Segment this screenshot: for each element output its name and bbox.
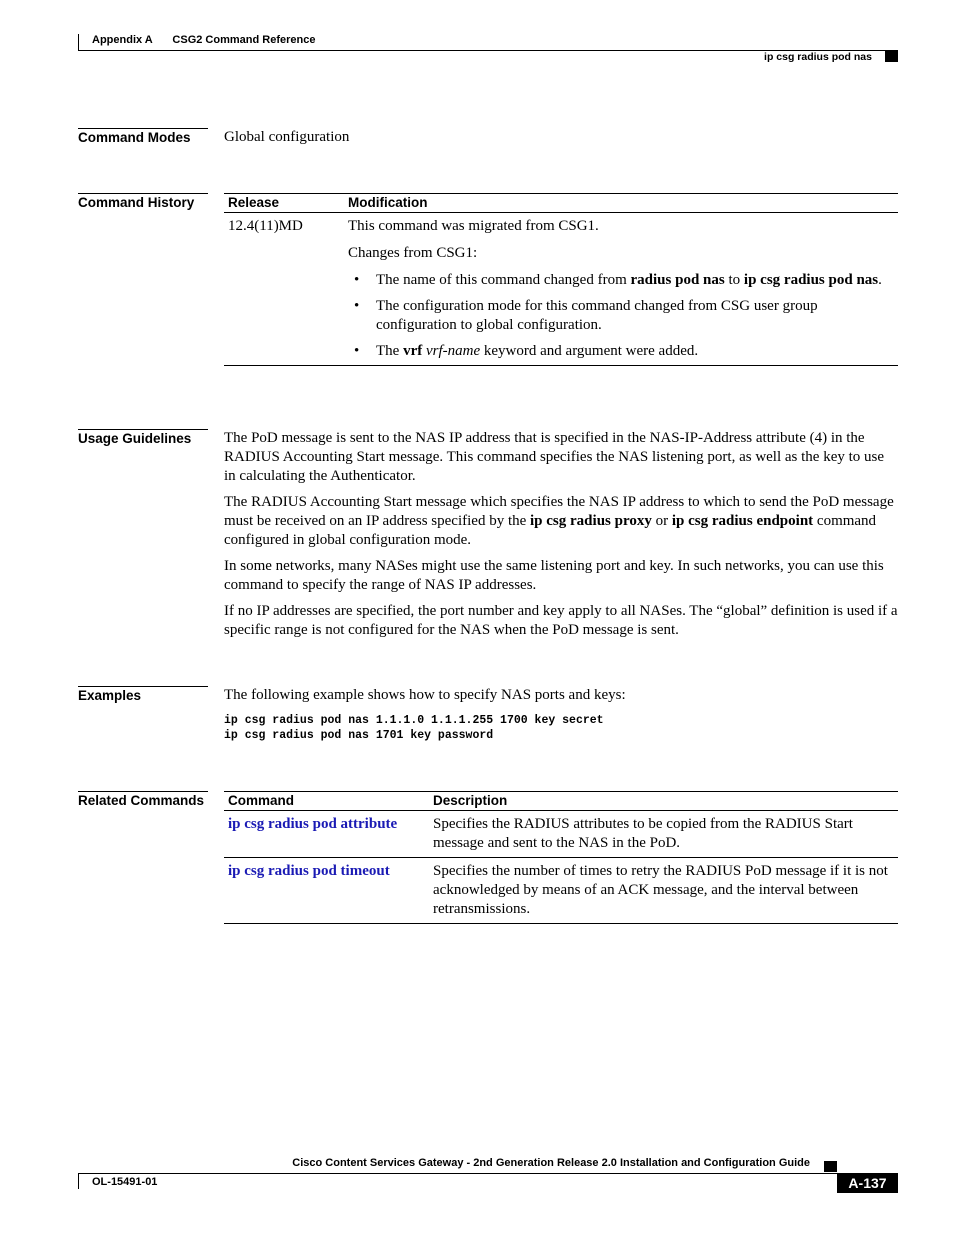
col-release-header: Release [224,194,344,213]
change-1-end: . [878,272,882,288]
usage-paragraph-4: If no IP addresses are specified, the port number and key apply to all NASes. The “global” definition is used if a specific range is not configured for the NAS when the PoD message is sent. [224,603,898,638]
col-modification-header: Modification [344,194,898,213]
bullet-icon: • [354,298,360,314]
usage-guidelines-body [224,429,898,647]
pod-timeout-link[interactable]: ip csg radius pod timeout [228,863,390,879]
examples-heading: Examples [78,686,208,703]
header-left-bar [78,34,79,50]
changes-list [348,271,894,361]
header-chapter: CSG2 Command Reference [172,34,316,46]
header-breadcrumb [92,34,315,46]
examples-body [224,686,898,743]
footer-marker [824,1161,837,1172]
table-row [224,858,898,924]
usage-guidelines-heading: Usage Guidelines [78,429,208,446]
change-1-connector: to [724,272,744,288]
changes-intro: Changes from CSG1: [348,245,478,261]
list-item [348,297,894,335]
command-history-table [224,193,898,366]
related-commands-table-wrap [224,791,898,924]
footer-doc-number: OL-15491-01 [92,1176,158,1188]
header-appendix: Appendix A [92,34,153,46]
command-cell [224,811,429,858]
change-1-text: The name of this command changed from [376,272,631,288]
bullet-icon: • [354,272,360,288]
new-command-name: ip csg radius pod nas [743,272,879,288]
usage-p2-connector: or [651,513,672,529]
example-code-line-1: ip csg radius pod nas 1.1.1.0 1.1.1.255 1700 key secret [224,714,604,727]
proxy-command: ip csg radius proxy [530,513,652,529]
list-item [348,342,894,361]
page-number: A-137 [837,1174,898,1193]
usage-paragraph-2 [224,493,898,550]
command-history-heading: Command History [78,193,208,210]
usage-paragraph-1: The PoD message is sent to the NAS IP address that is specified in the NAS-IP-Address attribute (4) in the RADIUS Accounting Start message. This command specifies the NAS listening port, as well as the key to use in calculating the Authenticator. [224,430,885,484]
usage-paragraph-3: In some networks, many NASes might use the same listening port and key. In such networks, you can use this command to specify the range of NAS IP addresses. [224,558,884,593]
list-item [348,271,894,290]
example-code-line-2: ip csg radius pod nas 1701 key password [224,729,494,742]
footer-left-bar [78,1173,79,1189]
footer-guide-title: Cisco Content Services Gateway - 2nd Generation Release 2.0 Installation and Configuration Guide [292,1157,810,1169]
migrated-text: This command was migrated from CSG1. [348,218,599,234]
old-command-name: radius pod nas [630,272,725,288]
command-history-table-wrap [224,193,898,366]
description-cell: Specifies the RADIUS attributes to be copied from the RADIUS Start message and sent to the NAS in the PoD. [429,811,898,858]
table-row [224,213,898,366]
modification-cell [344,213,898,366]
command-cell [224,858,429,924]
release-cell: 12.4(11)MD [224,213,344,366]
examples-intro: The following example shows how to specify NAS ports and keys: [224,687,626,703]
usage-p2-end: command configured in global configuration mode. [224,513,877,548]
description-cell: Specifies the number of times to retry the RADIUS PoD message if it is not acknowledged by means of an ACK message, and the interval between retransmissions. [429,858,898,924]
command-modes-text: Global configuration [224,129,350,145]
usage-p2-text: The RADIUS Accounting Start message which specifies the NAS IP address to which to send the PoD message must be received on an IP address specified by the [224,494,894,529]
col-description-header: Description [429,792,898,811]
table-row [224,811,898,858]
related-commands-heading: Related Commands [78,791,208,808]
change-3-end: keyword and argument were added. [480,343,699,359]
related-commands-table [224,791,898,924]
vrf-keyword: vrf [403,343,423,359]
change-2-text: The configuration mode for this command changed from CSG user group configuration to global configuration. [376,298,818,333]
pod-attribute-link[interactable]: ip csg radius pod attribute [228,816,398,832]
col-command-header: Command [224,792,429,811]
header-marker [885,51,898,62]
vrf-argument: vrf-name [425,343,481,359]
command-modes-heading: Command Modes [78,128,208,145]
bullet-icon: • [354,343,360,359]
endpoint-command: ip csg radius endpoint [671,513,814,529]
footer-rule [78,1173,898,1174]
change-3-text: The [376,343,404,359]
header-running-title: ip csg radius pod nas [764,51,872,63]
